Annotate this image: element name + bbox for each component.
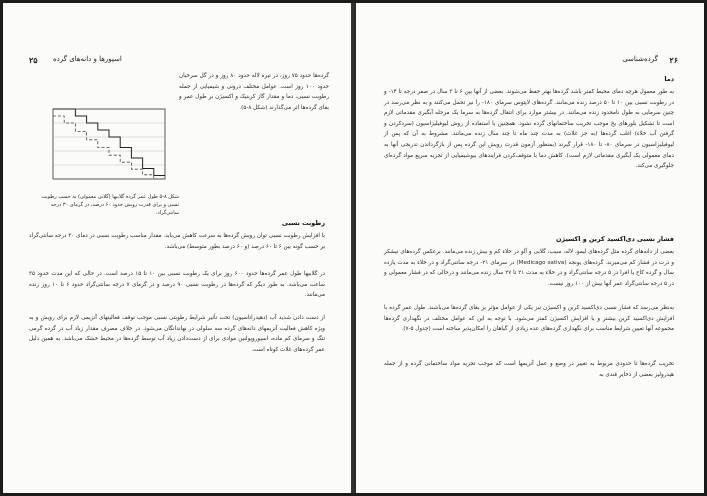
figure-caption: شکل ۸-۵ طول عمر گرده گلابیها (گلابی معمولی) به حسب رطوبت نسبی و برای قدرت رویش حدود ۶۰ درصد، در گرمای ۳۰ درجه سانتی‌گراد. bbox=[41, 194, 179, 216]
paragraph: با افزایش رطوبت نسبی توان رویش گرده‌ها به سرعت کاهش می‌یابد. مقدار مناسب رطوبت نسبی در دمای ۳۰ درجه سانتی‌گراد بر حسب گونه بین ۶ تا ۶۰ درصد (و ۶۰ درصد بطور متوسط) می‌باشد. bbox=[29, 233, 325, 250]
section-heading-temperature: دما bbox=[664, 75, 674, 83]
left-page bbox=[3, 3, 351, 493]
paragraph: به طور معمول هرچه دمای محیط کمتر باشد گرده‌ها بهتر حفظ می‌شوند. بعضی از آنها بین ۶ تا ۳ سال در صفر درجه تا ۱۴- و در رطوبت نسبی بین ۱۰ تا ۵۰ درصد زنده می‌مانند. گرده‌های لاپتوس سرمای ۱۸۰- را نیز تحمل می‌کنند و به نظر می‌رسد در چنین سرمایی به طول نامحدود زنده می‌مانند. در بیشتر موارد برای انتقال گرده‌ها به سرما یک مرحله آبگیری مقدماتی لازم است تا تشکیل بلورهای یخ موجب تخریب ساختمانهای گرده نشود. همچنین با استفاده از روش لیوفیلیزاسیون (سردکردن و گرفتن آب خلاء) اغلب گرده‌ها (به جز غلات) به مدت چند ماه تا چند سال زنده می‌مانند. مشروط به آن که پس از لیوفیلیزاسیون در سرمای ۸۰- تا ۱۸۰- قرار گیرند (بمنظور آزمون قدرت رویش این گرده پس از بازگرداندن تدریجی آنها به دمای معمولی یک آبگیری مقدماتی لازم است). کاهش دما با متوقف‌کردن فرایندهای بیوشیمیایی از تجزیه سریع مواد گرده‌ای جلوگیری می‌کند. bbox=[384, 89, 675, 170]
paragraph: تخریب گرده‌ها تا حدودی مربوط به تغییر در وضع و عمل آنزیمها است که موجب تجزیه مواد ساختمانی گرده و از جمله هیدرولیز بعضی از ذخایر قندی به bbox=[384, 361, 674, 378]
book-spread bbox=[3, 3, 704, 493]
paragraph: بعضی از دانه‌های گرده مثل گرده‌های لیمو، لاله، سیب، گلابی و آلو در خلاء کم و بیش زنده می‌مانند. برعکس گرده‌های نیشکر و ذرت در فشار کم می‌میرند. گرده‌های یونجه (Medicago sativa) در سرمای ۲۱- درجه سانتی‌گراد و در خلاء به مدت یازده سال و گرده کاج یا افرا در ۵ درجه سانتی‌گراد و در خلاء به مدت ۲۱ تا ۲۷ سال زنده می‌مانند و درحالی که در فشار معمولی و در ۵ درجه سانتی‌گراد عمر آنها بیش از ۱۰۰ روز نیست. bbox=[384, 249, 674, 287]
paragraph: به‌نظر می‌رسد که فشار نسبی دی‌اکسید کربن و اکسیژن نیز یکی از عوامل مؤثر بر بقای گرده‌ها می‌باشند. طول عمر گرده با افزایش دی‌اکسید کربن بیشتر و با افزایش اکسیژن کمتر می‌شود. با توجه به این که عوامل مختلف در نگهداری گرده‌ها مجموعه آنها تعیین شرایط مناسب برای نگهداری گرده‌های عده زیادی از گیاهان را امکان‌پذیر ساخته است (جدول ۵-۷). bbox=[384, 305, 674, 333]
page-number: ۲۵ bbox=[29, 55, 38, 65]
left-page-header bbox=[29, 55, 325, 67]
section-heading-gas-pressure: فشار نسبی دی‌اکسید کربن و اکسیژن bbox=[556, 235, 674, 243]
section-heading-relative-humidity: رطوبت نسبی bbox=[281, 219, 325, 227]
figure-pollen-longevity-chart bbox=[31, 103, 176, 191]
intro-paragraph: گرده‌ها حدود ۷۵ روز، در تیره لاله حدود ۸۰ روز و در گل سرخیان حدود ۱۰۰ روز است. عوامل مختلف درونی و شیمیایی از جمله رطوبت نسبی، دما و مقدار گاز کربنیک و اکسیژن بر طول عمر و بقای گرده‌ها اثر می‌گذارند (شکل ۸-۵). bbox=[179, 73, 330, 111]
page-number: ۲۶ bbox=[669, 55, 678, 65]
series-line-2 bbox=[53, 116, 165, 179]
right-page bbox=[356, 3, 704, 493]
series-line-1 bbox=[53, 109, 165, 176]
right-page-header bbox=[382, 55, 678, 67]
paragraph: در گلابیها طول عمر گرده‌ها حدود ۶۰۰ روز برای یک رطوبت نسبی بین ۱۰ تا ۱۵ درصد است. در حالی که این مدت حدود ۳۵ ساعت می‌باشد. به طور دیگر که گرده‌ها در رطوبت نسبی ۹۰ درصد و در گرمای ۷ درجه سانتی‌گراد حدود ۶ تا ۱۰ روز زنده می‌مانند. bbox=[29, 271, 326, 299]
running-title: گرده‌شناسی bbox=[622, 55, 658, 63]
paragraph: از دست دادن شدید آب (دهیدراتاسیون) تحت تأثیر شرایط رطوبتی نسبی موجب توقف فعالیتهای آنزیمی لازم برای رویش و به ویژه کاهش فعالیت آنزیمهای دانه‌های گرده سه سلولی در نهاندانگان می‌شود. در خلاف مصرف مقدار زیاد آب در گرده گرمی تنگ و سرمای کم ماده، اسپوروپولنین موادی برای از دست‌دادن زیاد آب توسط گرده‌ها در محیط خشک می‌باشد. به همین دلیل عمر گرده‌های غلات کوتاه است. bbox=[29, 315, 325, 353]
running-title: اسپورها و دانه‌های گرده bbox=[53, 55, 122, 63]
